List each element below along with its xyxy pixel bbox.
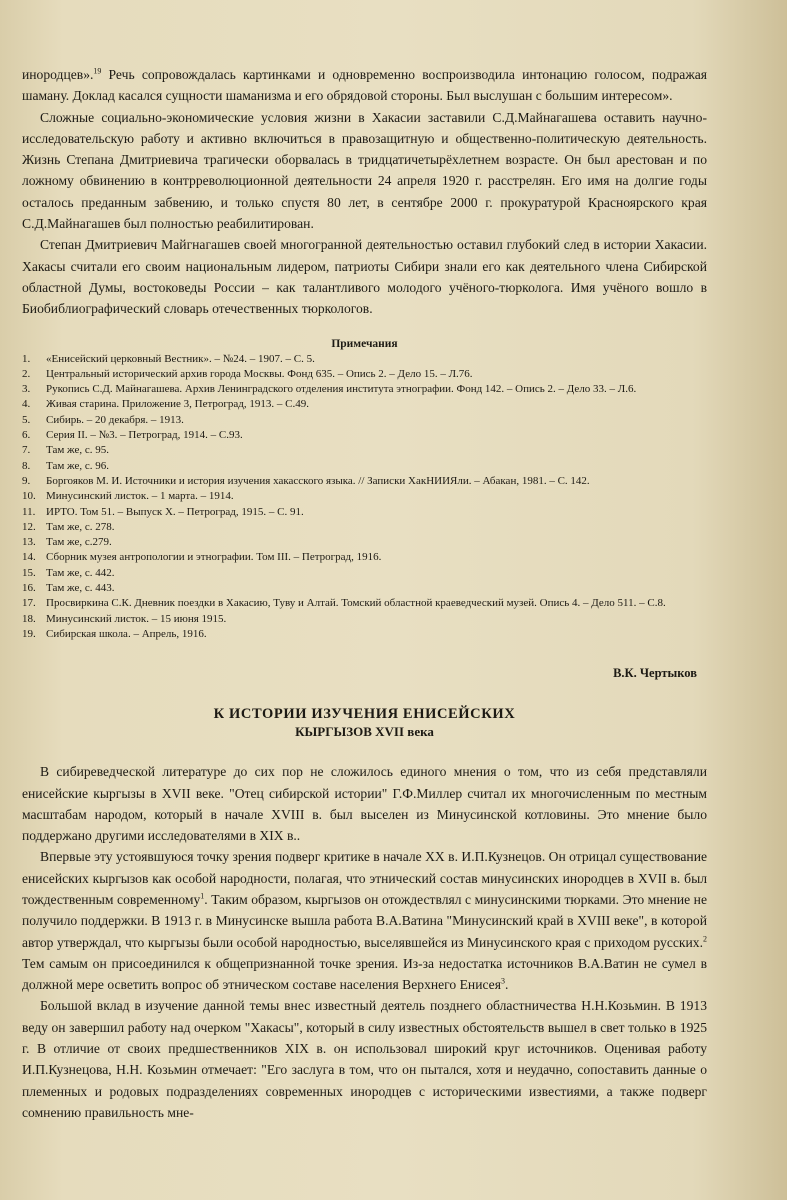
note-item — [22, 596, 707, 611]
article-title-line-1: К ИСТОРИИ ИЗУЧЕНИЯ ЕНИСЕЙСКИХ — [213, 706, 516, 723]
note-item — [22, 443, 707, 458]
note-text: Там же, с. 95. — [46, 444, 110, 457]
note-text: Живая старина. Приложение 3, Петроград, 1913. – С.49. — [46, 398, 309, 411]
article-title — [22, 705, 707, 741]
paragraph-article-2 — [22, 846, 707, 995]
note-text: Там же, с.279. — [46, 536, 112, 549]
notes-title: Примечания — [331, 337, 398, 350]
top-section — [22, 64, 707, 320]
note-number: 14. — [22, 551, 36, 564]
article-title-line-2: КЫРГЫЗОВ XVII века — [295, 724, 434, 740]
note-text: Там же, с. 278. — [46, 520, 115, 533]
note-number: 1. — [22, 352, 31, 365]
note-item — [22, 382, 707, 397]
article-body — [22, 761, 707, 1123]
note-item — [22, 413, 707, 428]
paragraph-text: Впервые эту устоявшуюся точку зрения подверг критике в начале XX в. И.П.Кузнецов. Он отрицал существование енисейских кыргызов как особой народности, полагая, что этнический состав минусинских инородцев в XVII в. был тождественным современному — [22, 849, 707, 907]
note-number: 16. — [22, 582, 36, 595]
paragraph-top-1 — [22, 64, 707, 107]
note-number: 7. — [22, 444, 31, 457]
note-item — [22, 505, 707, 520]
note-item — [22, 612, 707, 627]
note-item — [22, 459, 707, 474]
note-item — [22, 581, 707, 596]
note-item — [22, 397, 707, 412]
paragraph-article-1: В сибиреведческой литературе до сих пор не сложилось единого мнения о том, что из себя представляли енисейские кыргызы в XVII веке. "Отец сибирской истории" Г.Ф.Миллер считал их многочисленным по местным масштабам народом, который в начале XVIII в. был выселен из Минусинской котловины. Это мнение было поддержано другими исследователями в XIX в.. — [22, 764, 707, 844]
note-item — [22, 627, 707, 642]
footnote-ref: 2 — [703, 934, 707, 944]
note-text: Центральный исторический архив города Москвы. Фонд 635. – Опись 2. – Дело 15. – Л.76. — [46, 367, 473, 380]
note-number: 6. — [22, 429, 31, 442]
note-text: Рукопись С.Д. Майнагашева. Архив Ленинградского отделения института этнографии. Фонд 142. – Опись 2. – Дело 33. – Л.6. — [46, 383, 637, 396]
note-number: 3. — [22, 383, 31, 396]
note-number: 12. — [22, 520, 36, 533]
footnote-ref: 1 — [200, 891, 205, 901]
note-item — [22, 428, 707, 443]
note-text: Там же, с. 96. — [46, 459, 110, 472]
note-number: 19. — [22, 627, 36, 640]
note-text: Сборник музея антропологии и этнографии. Том III. – Петроград, 1916. — [46, 551, 382, 564]
article-author: В.К. Чертыков — [613, 666, 697, 681]
note-text: Минусинский листок. – 1 марта. – 1914. — [46, 490, 234, 503]
paragraph-text: . — [504, 977, 509, 993]
note-number: 8. — [22, 459, 31, 472]
note-text: Сибирь. – 20 декабря. – 1913. — [46, 413, 184, 426]
note-item — [22, 367, 707, 382]
note-item — [22, 520, 707, 535]
note-text: Сибирская школа. – Апрель, 1916. — [46, 627, 207, 640]
note-text: Серия II. – №3. – Петроград, 1914. – С.93. — [46, 429, 243, 442]
note-number: 13. — [22, 536, 36, 549]
note-number: 15. — [22, 566, 36, 579]
paragraph-text: инородцев». — [22, 67, 94, 82]
note-item — [22, 550, 707, 565]
note-text: Минусинский листок. – 15 июня 1915. — [46, 612, 227, 625]
note-number: 18. — [22, 612, 36, 625]
note-number: 5. — [22, 413, 31, 426]
note-text: Просвиркина С.К. Дневник поездки в Хакасию, Туву и Алтай. Томский областной краеведческий музей. Опись 4. – Дело 511. – С.8. — [46, 597, 666, 610]
paragraph-text: Речь сопровождалась картинками и одновременно воспроизводила интонацию голосом, подражая шаману. Доклад касался сущности шаманизма и его обрядовой стороны. Был выслушан с большим интересом». — [22, 67, 707, 104]
note-text: ИРТО. Том 51. – Выпуск X. – Петроград, 1915. – С. 91. — [46, 505, 304, 518]
paragraph-top-3: Степан Дмитриевич Майгнагашев своей многогранной деятельностью оставил глубокий след в истории Хакасии. Хакасы считали его своим национальным лидером, патриоты Сибири знали его как деятельного члена Сибирской областной Думы, востоковеды России – как талантливого молодого учёного-тюрколога. Имя учёного вошло в Биобиблиографический словарь отечественных тюркологов. — [22, 237, 707, 317]
note-item — [22, 535, 707, 550]
note-text: Боргояков М. И. Источники и история изучения хакасского языка. // Записки ХакНИИЯли. – Абакан, 1981. – С. 142. — [46, 474, 590, 487]
note-item — [22, 489, 707, 504]
paragraph-top-2: Сложные социально-экономические условия жизни в Хакасии заставили С.Д.Майнагашева оставить научно-исследовательскую работу и активно включиться в правозащитную и общественно-политическую деятельность. Жизнь Степана Дмитриевича трагически оборвалась в тридцатичетырёхлетнем возрасте. Он был арестован и по ложному обвинению в контрреволюционной деятельности 24 апреля 1920 г. расстрелян. Его имя на долгие годы осталось преданным забвению, и только спустя 80 лет, в сентябре 2000 г. прокуратурой Красноярского края С.Д.Майнагашев был полностью реабилитирован. — [22, 109, 707, 232]
note-text: Там же, с. 443. — [46, 582, 115, 595]
note-number: 9. — [22, 474, 31, 487]
note-text: «Енисейский церковный Вестник». – №24. – 1907. – С. 5. — [46, 352, 315, 365]
note-number: 2. — [22, 367, 31, 380]
footnote-ref: 19 — [93, 66, 102, 76]
note-item — [22, 474, 707, 489]
paragraph-text: . Таким образом, кыргызов он отождествлял с минусинскими тюрками. Это мнение не получило поддержки. В 1913 г. в Минусинске вышла работа В.А.Ватина "Минусинский край в XVIII веке", в которой автор утверждал, что кыргызы были особой народностью, выселявшейся из Минусинского края с приходом русских. — [22, 891, 707, 950]
note-item — [22, 352, 707, 367]
paragraph-text: Тем самым он присоединился к общепризнанной точке зрения. Из-за недостатка источников В.А.Ватин не сумел в должной мере осветить вопрос об этническом составе населения Верхнего Енисея — [22, 955, 707, 993]
note-number: 17. — [22, 597, 36, 610]
paragraph-article-3: Большой вклад в изучение данной темы внес известный деятель позднего областничества Н.Н.Козьмин. В 1913 веду он завершил работу над очерком "Хакасы", который в силу известных обстоятельств вышел в свет только в 1925 г. В отличие от своих предшественников XIX в. он использовал широкий круг источников. Оценивая работу И.П.Кузнецова, Н.Н. Козьмин отмечает: "Его заслуга в том, что он пытался, хотя и неудачно, сопоставить данные о племенных и родовых подразделениях современных инородцев с историческими известиями, а также подверг сомнению правильность мне- — [22, 998, 707, 1120]
note-number: 4. — [22, 398, 31, 411]
footnote-ref: 3 — [500, 976, 505, 986]
note-item — [22, 566, 707, 581]
note-number: 10. — [22, 490, 36, 503]
notes-list — [22, 352, 707, 643]
note-text: Там же, с. 442. — [46, 566, 115, 579]
note-number: 11. — [22, 505, 36, 518]
